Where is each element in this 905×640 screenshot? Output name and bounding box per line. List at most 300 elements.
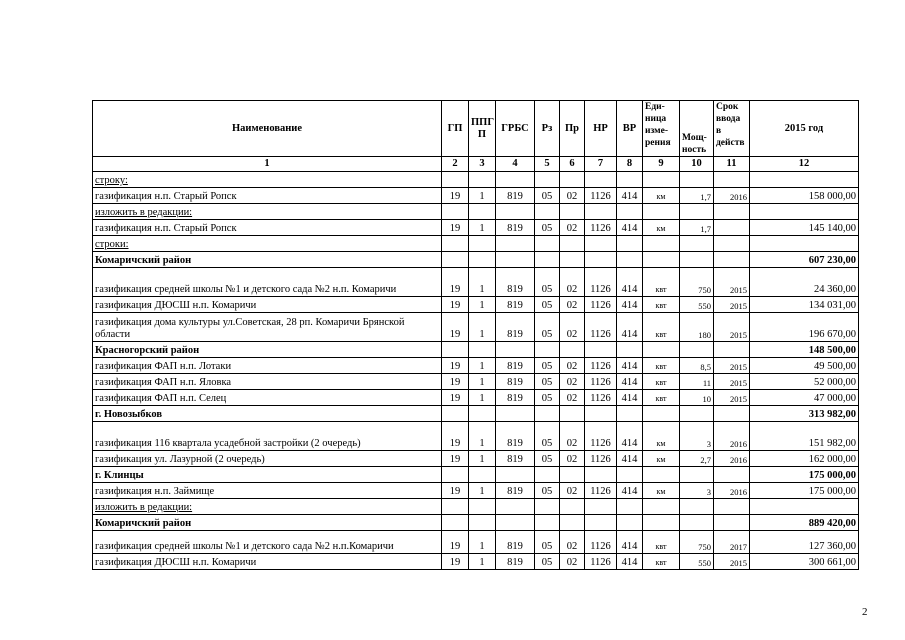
cell-grbs — [496, 515, 535, 531]
cell-gp: 19 — [442, 451, 469, 467]
table-row — [93, 313, 859, 342]
cell-rz: 05 — [535, 390, 560, 406]
cell-name: газификация н.п. Займище — [93, 483, 442, 499]
cell-gp — [442, 342, 469, 358]
cell-amount — [750, 236, 859, 252]
table-row — [93, 358, 859, 374]
cell-name: Красногорский район — [93, 342, 442, 358]
table-row — [93, 188, 859, 204]
cell-ppg: 1 — [469, 313, 496, 342]
cell-grbs: 819 — [496, 297, 535, 313]
col-number: 10 — [680, 157, 714, 172]
cell-name: изложить в редакции: — [93, 204, 442, 220]
cell-amount — [750, 204, 859, 220]
cell-amount: 145 140,00 — [750, 220, 859, 236]
cell-unit — [643, 342, 680, 358]
cell-power: 10 — [680, 390, 714, 406]
cell-power — [680, 204, 714, 220]
cell-amount: 158 000,00 — [750, 188, 859, 204]
cell-nr — [585, 342, 617, 358]
cell-pr — [560, 204, 585, 220]
cell-power: 750 — [680, 268, 714, 297]
cell-grbs: 819 — [496, 188, 535, 204]
cell-name: газификация н.п. Старый Ропск — [93, 220, 442, 236]
cell-pr — [560, 467, 585, 483]
header-unit: Еди- ница изме- рения — [643, 101, 680, 157]
cell-nr — [585, 204, 617, 220]
cell-term: 2015 — [714, 313, 750, 342]
cell-power — [680, 406, 714, 422]
cell-rz — [535, 467, 560, 483]
cell-pr: 02 — [560, 268, 585, 297]
cell-grbs — [496, 252, 535, 268]
cell-rz: 05 — [535, 268, 560, 297]
cell-vr — [617, 499, 643, 515]
note-row — [93, 204, 859, 220]
col-number: 3 — [469, 157, 496, 172]
cell-vr: 414 — [617, 483, 643, 499]
cell-grbs — [496, 236, 535, 252]
cell-pr — [560, 172, 585, 188]
cell-vr — [617, 515, 643, 531]
cell-ppg — [469, 172, 496, 188]
cell-pr: 02 — [560, 483, 585, 499]
cell-pr: 02 — [560, 220, 585, 236]
cell-nr: 1126 — [585, 297, 617, 313]
cell-nr: 1126 — [585, 313, 617, 342]
cell-rz: 05 — [535, 422, 560, 451]
cell-power — [680, 515, 714, 531]
cell-vr: 414 — [617, 297, 643, 313]
header-rz: Рз — [535, 101, 560, 157]
cell-term — [714, 467, 750, 483]
cell-pr — [560, 252, 585, 268]
cell-power: 11 — [680, 374, 714, 390]
cell-rz: 05 — [535, 220, 560, 236]
cell-pr: 02 — [560, 358, 585, 374]
header-vr: ВР — [617, 101, 643, 157]
cell-grbs — [496, 204, 535, 220]
col-number: 6 — [560, 157, 585, 172]
table-row — [93, 268, 859, 297]
cell-name: строки: — [93, 236, 442, 252]
cell-vr — [617, 467, 643, 483]
cell-term — [714, 172, 750, 188]
cell-unit — [643, 204, 680, 220]
header-name: Наименование — [93, 101, 442, 157]
cell-term: 2016 — [714, 188, 750, 204]
cell-rz: 05 — [535, 554, 560, 570]
cell-unit — [643, 499, 680, 515]
cell-vr: 414 — [617, 374, 643, 390]
cell-nr: 1126 — [585, 188, 617, 204]
cell-power: 180 — [680, 313, 714, 342]
cell-term — [714, 236, 750, 252]
cell-vr: 414 — [617, 554, 643, 570]
cell-gp: 19 — [442, 554, 469, 570]
cell-grbs: 819 — [496, 313, 535, 342]
cell-power: 3 — [680, 422, 714, 451]
cell-unit: квт — [643, 313, 680, 342]
cell-ppg: 1 — [469, 422, 496, 451]
header-power: Мощ- ность — [680, 101, 714, 157]
cell-rz — [535, 342, 560, 358]
header-pr: Пр — [560, 101, 585, 157]
cell-pr: 02 — [560, 374, 585, 390]
header-nr: НР — [585, 101, 617, 157]
col-number: 9 — [643, 157, 680, 172]
cell-pr: 02 — [560, 390, 585, 406]
header-gp: ГП — [442, 101, 469, 157]
cell-name: газификация дома культуры ул.Советская, 28 рп. Комаричи Брянской области — [93, 313, 442, 342]
cell-gp — [442, 515, 469, 531]
cell-name: газификация ДЮСШ н.п. Комаричи — [93, 297, 442, 313]
cell-amount: 148 500,00 — [750, 342, 859, 358]
district-row — [93, 406, 859, 422]
cell-term: 2015 — [714, 390, 750, 406]
cell-unit: км — [643, 483, 680, 499]
cell-nr — [585, 467, 617, 483]
cell-power: 1,7 — [680, 188, 714, 204]
cell-vr: 414 — [617, 422, 643, 451]
cell-gp: 19 — [442, 188, 469, 204]
cell-ppg: 1 — [469, 390, 496, 406]
cell-amount: 47 000,00 — [750, 390, 859, 406]
col-number: 12 — [750, 157, 859, 172]
cell-unit: квт — [643, 374, 680, 390]
cell-term: 2015 — [714, 554, 750, 570]
cell-rz: 05 — [535, 451, 560, 467]
cell-grbs: 819 — [496, 374, 535, 390]
cell-rz: 05 — [535, 313, 560, 342]
cell-grbs — [496, 499, 535, 515]
cell-power: 8,5 — [680, 358, 714, 374]
cell-amount: 196 670,00 — [750, 313, 859, 342]
cell-unit: квт — [643, 531, 680, 554]
cell-grbs: 819 — [496, 531, 535, 554]
cell-power: 2,7 — [680, 451, 714, 467]
cell-ppg: 1 — [469, 531, 496, 554]
table-row — [93, 422, 859, 451]
cell-unit: квт — [643, 554, 680, 570]
cell-grbs: 819 — [496, 422, 535, 451]
header-year: 2015 год — [750, 101, 859, 157]
column-number-row — [93, 157, 859, 172]
cell-pr — [560, 515, 585, 531]
cell-pr: 02 — [560, 297, 585, 313]
cell-amount: 52 000,00 — [750, 374, 859, 390]
cell-amount: 24 360,00 — [750, 268, 859, 297]
cell-name: газификация ФАП н.п. Селец — [93, 390, 442, 406]
cell-gp — [442, 204, 469, 220]
cell-amount: 313 982,00 — [750, 406, 859, 422]
cell-gp: 19 — [442, 374, 469, 390]
col-number: 11 — [714, 157, 750, 172]
cell-rz — [535, 236, 560, 252]
cell-ppg — [469, 467, 496, 483]
cell-name: газификация 116 квартала усадебной застройки (2 очередь) — [93, 422, 442, 451]
cell-vr: 414 — [617, 188, 643, 204]
cell-term — [714, 220, 750, 236]
cell-unit — [643, 467, 680, 483]
cell-ppg: 1 — [469, 374, 496, 390]
cell-ppg: 1 — [469, 188, 496, 204]
cell-unit — [643, 406, 680, 422]
cell-amount: 607 230,00 — [750, 252, 859, 268]
cell-rz — [535, 172, 560, 188]
cell-rz — [535, 515, 560, 531]
cell-unit — [643, 252, 680, 268]
cell-power: 1,7 — [680, 220, 714, 236]
cell-ppg: 1 — [469, 451, 496, 467]
cell-vr — [617, 204, 643, 220]
cell-term — [714, 515, 750, 531]
cell-grbs: 819 — [496, 220, 535, 236]
cell-name: газификация ФАП н.п. Лотаки — [93, 358, 442, 374]
budget-table — [92, 100, 859, 570]
cell-nr: 1126 — [585, 220, 617, 236]
cell-pr: 02 — [560, 188, 585, 204]
cell-rz: 05 — [535, 188, 560, 204]
page-number: 2 — [862, 606, 868, 618]
cell-name: газификация средней школы №1 и детского сада №2 н.п. Комаричи — [93, 268, 442, 297]
cell-nr — [585, 172, 617, 188]
cell-pr: 02 — [560, 422, 585, 451]
cell-amount: 889 420,00 — [750, 515, 859, 531]
cell-name: газификация ул. Лазурной (2 очередь) — [93, 451, 442, 467]
cell-ppg: 1 — [469, 220, 496, 236]
cell-grbs: 819 — [496, 554, 535, 570]
cell-term: 2015 — [714, 268, 750, 297]
cell-name: изложить в редакции: — [93, 499, 442, 515]
cell-ppg — [469, 515, 496, 531]
cell-gp: 19 — [442, 220, 469, 236]
cell-ppg — [469, 406, 496, 422]
cell-nr: 1126 — [585, 554, 617, 570]
cell-pr: 02 — [560, 531, 585, 554]
cell-nr: 1126 — [585, 358, 617, 374]
cell-term — [714, 499, 750, 515]
cell-rz — [535, 252, 560, 268]
table-row — [93, 297, 859, 313]
cell-ppg: 1 — [469, 297, 496, 313]
cell-name: г. Клинцы — [93, 467, 442, 483]
cell-ppg — [469, 236, 496, 252]
cell-power: 550 — [680, 297, 714, 313]
cell-gp: 19 — [442, 313, 469, 342]
cell-gp — [442, 252, 469, 268]
cell-term: 2015 — [714, 374, 750, 390]
cell-amount: 134 031,00 — [750, 297, 859, 313]
cell-amount — [750, 172, 859, 188]
header-term: Срок ввода в действ — [714, 101, 750, 157]
cell-grbs — [496, 172, 535, 188]
cell-amount: 175 000,00 — [750, 483, 859, 499]
col-number: 4 — [496, 157, 535, 172]
cell-vr: 414 — [617, 313, 643, 342]
cell-rz — [535, 406, 560, 422]
cell-grbs: 819 — [496, 358, 535, 374]
district-row — [93, 252, 859, 268]
cell-rz: 05 — [535, 531, 560, 554]
table-row — [93, 554, 859, 570]
cell-grbs: 819 — [496, 390, 535, 406]
cell-pr — [560, 499, 585, 515]
cell-gp — [442, 406, 469, 422]
cell-nr — [585, 406, 617, 422]
cell-name: Комаричский район — [93, 515, 442, 531]
table-body — [93, 172, 859, 570]
district-row — [93, 515, 859, 531]
col-number: 7 — [585, 157, 617, 172]
cell-term: 2015 — [714, 297, 750, 313]
cell-gp: 19 — [442, 483, 469, 499]
cell-name: газификация средней школы №1 и детского сада №2 н.п.Комаричи — [93, 531, 442, 554]
cell-term: 2017 — [714, 531, 750, 554]
cell-vr — [617, 236, 643, 252]
cell-vr: 414 — [617, 220, 643, 236]
cell-unit: квт — [643, 390, 680, 406]
cell-amount: 300 661,00 — [750, 554, 859, 570]
cell-grbs: 819 — [496, 268, 535, 297]
cell-amount: 175 000,00 — [750, 467, 859, 483]
cell-nr: 1126 — [585, 422, 617, 451]
cell-grbs — [496, 406, 535, 422]
cell-pr — [560, 342, 585, 358]
cell-gp: 19 — [442, 358, 469, 374]
cell-term: 2016 — [714, 422, 750, 451]
cell-vr: 414 — [617, 531, 643, 554]
cell-unit: квт — [643, 268, 680, 297]
cell-power — [680, 342, 714, 358]
cell-pr — [560, 406, 585, 422]
table-row — [93, 390, 859, 406]
cell-term — [714, 342, 750, 358]
cell-gp — [442, 467, 469, 483]
cell-amount — [750, 499, 859, 515]
cell-amount: 127 360,00 — [750, 531, 859, 554]
cell-ppg — [469, 499, 496, 515]
cell-vr: 414 — [617, 268, 643, 297]
col-number: 5 — [535, 157, 560, 172]
cell-power: 3 — [680, 483, 714, 499]
cell-power — [680, 499, 714, 515]
cell-name: газификация н.п. Старый Ропск — [93, 188, 442, 204]
cell-power — [680, 172, 714, 188]
cell-term — [714, 204, 750, 220]
cell-grbs: 819 — [496, 483, 535, 499]
header-grbs: ГРБС — [496, 101, 535, 157]
cell-nr — [585, 515, 617, 531]
note-row — [93, 236, 859, 252]
table-row — [93, 531, 859, 554]
cell-vr — [617, 172, 643, 188]
cell-rz — [535, 499, 560, 515]
cell-rz: 05 — [535, 483, 560, 499]
table-row — [93, 451, 859, 467]
table-row — [93, 374, 859, 390]
note-row — [93, 499, 859, 515]
col-number: 1 — [93, 157, 442, 172]
cell-nr: 1126 — [585, 483, 617, 499]
cell-rz: 05 — [535, 297, 560, 313]
cell-vr: 414 — [617, 451, 643, 467]
note-row — [93, 172, 859, 188]
cell-term: 2015 — [714, 358, 750, 374]
table-row — [93, 483, 859, 499]
cell-unit: квт — [643, 358, 680, 374]
district-row — [93, 342, 859, 358]
cell-vr — [617, 342, 643, 358]
cell-amount: 151 982,00 — [750, 422, 859, 451]
cell-vr: 414 — [617, 358, 643, 374]
cell-nr: 1126 — [585, 531, 617, 554]
cell-term: 2016 — [714, 483, 750, 499]
cell-pr: 02 — [560, 313, 585, 342]
cell-name: газификация ФАП н.п. Яловка — [93, 374, 442, 390]
cell-vr — [617, 252, 643, 268]
cell-nr: 1126 — [585, 390, 617, 406]
cell-gp: 19 — [442, 297, 469, 313]
cell-term: 2016 — [714, 451, 750, 467]
cell-vr — [617, 406, 643, 422]
district-row — [93, 467, 859, 483]
cell-grbs: 819 — [496, 451, 535, 467]
cell-nr — [585, 499, 617, 515]
cell-name: строку: — [93, 172, 442, 188]
cell-gp: 19 — [442, 390, 469, 406]
cell-name: Комаричский район — [93, 252, 442, 268]
cell-pr — [560, 236, 585, 252]
cell-ppg: 1 — [469, 358, 496, 374]
cell-unit — [643, 515, 680, 531]
cell-name: г. Новозыбков — [93, 406, 442, 422]
cell-amount: 162 000,00 — [750, 451, 859, 467]
cell-rz: 05 — [535, 358, 560, 374]
cell-power — [680, 236, 714, 252]
cell-ppg: 1 — [469, 483, 496, 499]
cell-nr: 1126 — [585, 374, 617, 390]
cell-power: 750 — [680, 531, 714, 554]
cell-nr — [585, 252, 617, 268]
cell-nr: 1126 — [585, 268, 617, 297]
table-row — [93, 220, 859, 236]
cell-power: 550 — [680, 554, 714, 570]
cell-pr: 02 — [560, 451, 585, 467]
cell-gp — [442, 499, 469, 515]
col-number: 8 — [617, 157, 643, 172]
cell-ppg — [469, 204, 496, 220]
cell-unit: км — [643, 188, 680, 204]
cell-unit: квт — [643, 297, 680, 313]
cell-term — [714, 252, 750, 268]
cell-gp: 19 — [442, 531, 469, 554]
cell-grbs — [496, 467, 535, 483]
cell-grbs — [496, 342, 535, 358]
cell-unit: км — [643, 422, 680, 451]
cell-nr: 1126 — [585, 451, 617, 467]
cell-ppg: 1 — [469, 268, 496, 297]
col-number: 2 — [442, 157, 469, 172]
cell-power — [680, 467, 714, 483]
cell-term — [714, 406, 750, 422]
cell-gp: 19 — [442, 422, 469, 451]
cell-pr: 02 — [560, 554, 585, 570]
header-ppg: ППГ П — [469, 101, 496, 157]
cell-amount: 49 500,00 — [750, 358, 859, 374]
cell-rz — [535, 204, 560, 220]
cell-gp — [442, 236, 469, 252]
